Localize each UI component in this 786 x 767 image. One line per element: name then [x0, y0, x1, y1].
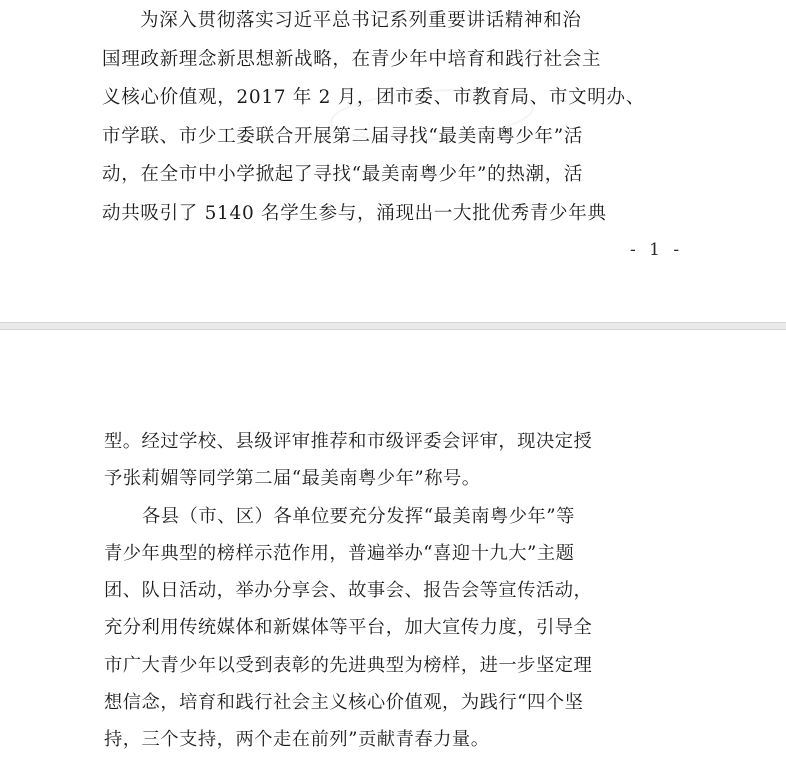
text-line: 动，在全市中小学掀起了寻找“最美南粤少年”的热潮，活 — [102, 164, 584, 185]
text-line: 市广大青少年以受到表彰的先进典型为榜样，进一步坚定理 — [104, 654, 593, 676]
text-line: 予张莉媚等同学第二届“最美南粤少年”称号。 — [104, 468, 481, 490]
text-line: 持，三个支持，两个走在前列”贡献青春力量。 — [104, 729, 490, 751]
text-line: 充分利用传统媒体和新媒体等平台，加大宣传力度，引导全 — [104, 617, 593, 639]
page-number: - 1 - — [630, 240, 684, 260]
page-separator — [0, 322, 786, 330]
document-page-2 — [0, 330, 786, 767]
text-line: 国理政新理念新思想新战略，在青少年中培育和践行社会主 — [102, 48, 602, 70]
paragraph-intro — [102, 2, 696, 233]
text-line: 型。经过学校、县级评审推荐和市级评委会评审，现决定授 — [104, 431, 593, 452]
paragraph-continuation — [104, 423, 684, 759]
text-line: 团、队日活动，举办分享会、故事会、报告会等宣传活动， — [104, 580, 593, 602]
text-line: 为深入贯彻落实习近平总书记系列重要讲话精神和治 — [140, 10, 582, 31]
text-line: 各县（市、区）各单位要充分发挥“最美南粤少年”等 — [142, 505, 575, 527]
text-line: 青少年典型的榜样示范作用，普遍举办“喜迎十九大”主题 — [104, 542, 575, 564]
text-line: 市学联、市少工委联合开展第二届寻找“最美南粤少年”活 — [102, 125, 584, 147]
document-page-1 — [0, 0, 786, 322]
text-line: 想信念，培育和践行社会主义核心价值观，为践行“四个坚 — [104, 692, 584, 714]
text-line: 动共吸引了 5140 名学生参与，涌现出一大批优秀青少年典 — [102, 202, 607, 224]
text-line: 义核心价值观，2017 年 2 月，团市委、市教育局、市文明办、 — [102, 87, 645, 108]
